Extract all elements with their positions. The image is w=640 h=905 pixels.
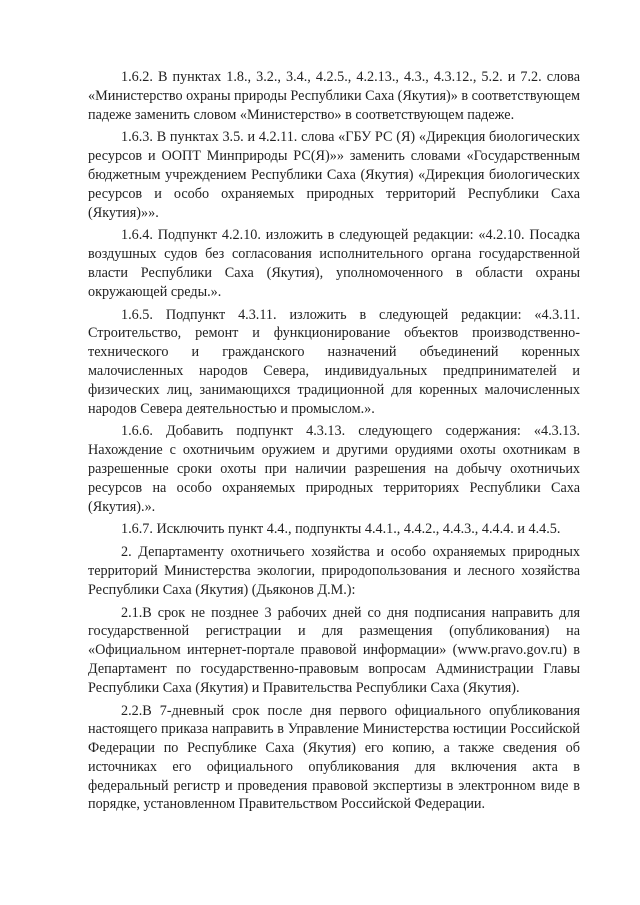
paragraph-1-6-6: 1.6.6. Добавить подпункт 4.3.13. следующего содержания: «4.3.13. Нахождение с охотничьим оружием и другими орудиями охоты охотникам в разрешенные сроки охоты при наличии разрешения на добычу охотничьих ресурсов на особо охраняемых природных территориях Республики Саха (Якутия).». xyxy=(88,423,580,515)
paragraph-1-6-7: 1.6.7. Исключить пункт 4.4., подпункты 4.4.1., 4.4.2., 4.4.3., 4.4.4. и 4.4.5. xyxy=(121,521,561,538)
paragraph-2: 2. Департаменту охотничьего хозяйства и особо охраняемых природных территорий Министерства экологии, природопользования и лесного хозяйства Республики Саха (Якутия) (Дьяконов Д.М.): xyxy=(88,544,580,598)
paragraph-1-6-4: 1.6.4. Подпункт 4.2.10. изложить в следующей редакции: «4.2.10. Посадка воздушных судов без согласования исполнительного органа государственной власти Республики Саха (Якутия), уполномоченного в области охраны окружающей среды.». xyxy=(88,227,580,300)
paragraph-1-6-5: 1.6.5. Подпункт 4.3.11. изложить в следующей редакции: «4.3.11. Строительство, ремонт и функционирование объектов производственно-технического и гражданского назначений объединений коренных малочисленных народов Севера, индивидуальных предпринимателей и физических лиц, занимающихся традиционной для коренных малочисленных народов Севера деятельностью и промыслом.». xyxy=(88,306,580,417)
paragraph-1-6-3: 1.6.3. В пунктах 3.5. и 4.2.11. слова «ГБУ РС (Я) «Дирекция биологических ресурсов и ООПТ Минприроды РС(Я)»» заменить словами «Государственным бюджетным учреждением Республики Саха (Якутия) «Дирекция биологических ресурсов и особо охраняемых природных территорий Республики Саха (Якутия)»». xyxy=(88,129,580,221)
paragraph-2-2: 2.2.В 7-дневный срок после дня первого официального опубликования настоящего приказа направить в Управление Министерства юстиции Российской Федерации по Республике Саха (Якутия) его копию, а также сведения об источниках его официального опубликования для включения акта в федеральный регистр и проведения правовой экспертизы в электронном виде в порядке, установленном Правительством Российской Федерации. xyxy=(88,702,580,813)
paragraph-2-1: 2.1.В срок не позднее 3 рабочих дней со дня подписания направить для государственной регистрации и для размещения (опубликования) на «Официальном интернет-портале правовой информации» (www.pravo.gov.ru) в Департамент по государственно-правовым вопросам Администрации Главы Республики Саха (Якутия) и Правительства Республики Саха (Якутия). xyxy=(88,604,580,696)
paragraph-1-6-2: 1.6.2. В пунктах 1.8., 3.2., 3.4., 4.2.5., 4.2.13., 4.3., 4.3.12., 5.2. и 7.2. слова «Министерство охраны природы Республики Саха (Якутия)» в соответствующем падеже заменить словом «Министерство» в соответствующем падеже. xyxy=(88,69,580,123)
